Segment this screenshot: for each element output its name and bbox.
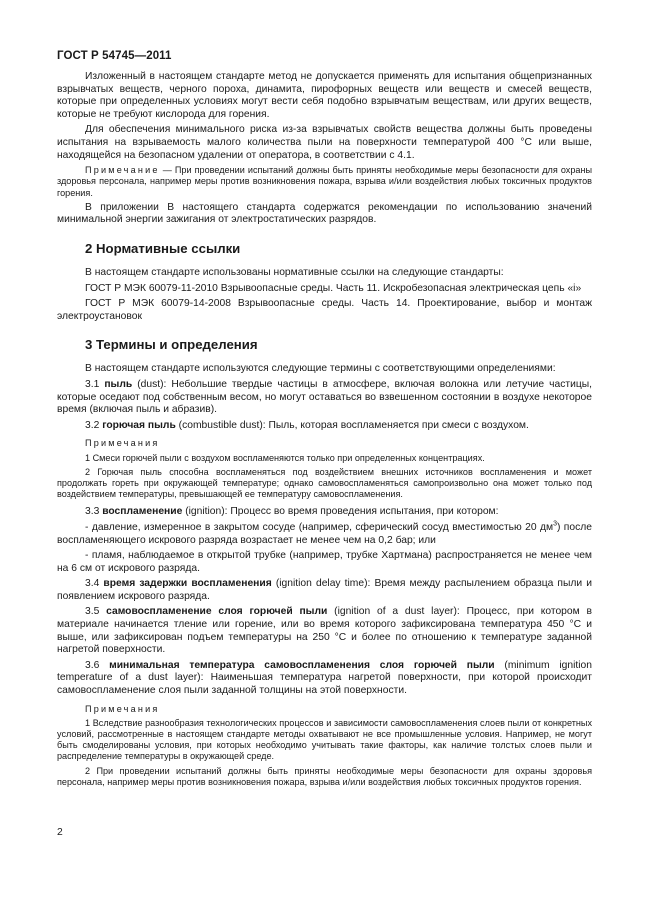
page-content xyxy=(57,71,592,788)
term-3-3-flame: - пламя, наблюдаемое в открытой трубке (например, трубке Хартмана) распространяется не менее чем на 6 см от искрового разряда. xyxy=(57,550,592,574)
term-definition: (dust): Небольшие твердые частицы в атмосфере, включая волокна или летучие частицы, которые оседают под собственным весом, но могут оставаться во взвешенном состоянии в воздухе некоторое время (включая пыль и абразив). xyxy=(57,378,592,416)
term-3-1 xyxy=(57,379,592,417)
term-definition: (ignition of a dust layer): Процесс, при котором в материале начинается тление или горение, или во время которого зафиксирована температура 450 °С и выше, или зафиксирован подъем температуры на 250 °С и более по отношению к температуре заданной нагретой поверхности. xyxy=(57,606,592,656)
term-number: 3.3 xyxy=(85,506,103,518)
pressure-text: - давление, измеренное в закрытом сосуде (например, сферический сосуд вместимостью 20 дм xyxy=(85,521,554,533)
notes-2-item-1: 1 Вследствие разнообразия технологических процессов и зависимости самовоспламенения слоев пыли от конкретных условий, рассмотренные в настоящем стандарте методы охватывают не все промышленные условия. Например, не могут быть смоделированы условия, при которых необходимо учитывать такие факторы, как наличие толстых слоев пыли и распределение температуры в окружающей среде. xyxy=(57,717,592,762)
term-3-2 xyxy=(57,420,592,433)
page-number: 2 xyxy=(57,827,63,838)
scope-paragraph-1: Изложенный в настоящем стандарте метод не допускается применять для испытания общепризнанных взрывчатых веществ, черного пороха, динамита, пирофорных веществ или веществ и смесей веществ, которые при определенных условиях могут вести себя подобно взрывчатым веществам, или других веществ, которые не требуют кислорода для горения. xyxy=(57,71,592,120)
normative-reference-2: ГОСТ Р МЭК 60079-14-2008 Взрывоопасные среды. Часть 14. Проектирование, выбор и монтаж электроустановок xyxy=(57,298,592,322)
notes-2-item-2: 2 При проведении испытаний должны быть приняты необходимые меры безопасности для охраны здоровья персонала, например меры против возникновения пожара, взрыва и/или воздействия любых токсичных продуктов горения. xyxy=(57,765,592,787)
term-definition: (ignition): Процесс во время проведения испытания, при котором: xyxy=(182,506,499,518)
term-3-6 xyxy=(57,660,592,698)
term-name: пыль xyxy=(104,378,133,390)
term-number: 3.1 xyxy=(85,378,105,390)
notes-2-label: Примечания xyxy=(85,703,160,714)
document-code: ГОСТ Р 54745—2011 xyxy=(57,50,172,62)
section-3-intro: В настоящем стандарте используются следующие термины с соответствующими определениями: xyxy=(85,363,556,375)
term-3-3 xyxy=(57,506,592,519)
scope-paragraph-2: Для обеспечения минимального риска из-за взрывчатых свойств вещества должны быть проведены испытания на взрываемость малого количества пыли на поверхности температурой 400 °С или выше, находящейся на безопасном удалении от оператора, в соответствии с 4.1. xyxy=(57,124,592,161)
notes-1-label: Примечания xyxy=(85,438,160,449)
section-2-heading: 2 Нормативные ссылки xyxy=(85,240,241,256)
term-3-3-pressure xyxy=(57,522,592,547)
notes-1-item-1: 1 Смеси горючей пыли с воздухом воспламеняются только при определенных концентрациях. xyxy=(85,452,485,463)
section-3-heading: 3 Термины и определения xyxy=(85,337,258,353)
term-definition: (combustible dust): Пыль, которая воспламеняется при смеси с воздухом. xyxy=(175,419,529,431)
term-number: 3.4 xyxy=(85,578,104,590)
term-number: 3.5 xyxy=(85,606,107,618)
term-3-4 xyxy=(57,578,592,603)
term-number: 3.2 xyxy=(85,419,103,431)
term-number: 3.6 xyxy=(85,659,110,671)
note-label: Примечание xyxy=(85,165,160,176)
notes-1-item-2: 2 Горючая пыль способна воспламеняться под воздействием внешних источников воспламенения и может продолжать гореть при окружающей температуре; однако самовоспламеняться самопроизвольно она может только под воздействием температуры, превышающей ее температуру самовоспламенения. xyxy=(57,466,592,500)
term-3-5 xyxy=(57,606,592,656)
scope-note xyxy=(57,165,592,199)
term-name: воспламенение xyxy=(102,506,183,518)
scope-paragraph-3: В приложении В настоящего стандарта содержатся рекомендации по использованию значений минимальной энергии зажигания от электростатических разрядов. xyxy=(57,201,592,226)
term-definition: (minimum ignition temperature of a dust layer): Наименьшая температура нагретой поверхности, при которой происходит самовоспламенение слоя пыли заданной толщины на этой поверхности. xyxy=(57,659,592,697)
term-name: минимальная температура самовоспламенения слоя горючей пыли xyxy=(109,659,495,671)
note-text: — При проведении испытаний должны быть приняты необходимые меры безопасности для охраны здоровья персонала, например меры против возникновения пожара, взрыва и/или воздействия любых токсичных продуктов горения. xyxy=(57,165,592,198)
superscript: 3 xyxy=(553,520,557,528)
term-name: самовоспламенение слоя горючей пыли xyxy=(106,606,328,618)
term-definition: (ignition delay time): Время между распылением образца пыли и появлением искрового разряда. xyxy=(57,578,592,602)
pressure-text-end: ) после воспламеняющего искрового разряда возрастает не менее чем на 0,2 бар; или xyxy=(57,521,592,546)
term-name: время задержки воспламенения xyxy=(103,578,272,590)
normative-reference-1: ГОСТ Р МЭК 60079-11-2010 Взрывоопасные среды. Часть 11. Искробезопасная электрическая цепь «i» xyxy=(85,282,582,294)
term-name: горючая пыль xyxy=(102,419,176,431)
section-2-intro: В настоящем стандарте использованы нормативные ссылки на следующие стандарты: xyxy=(85,266,504,278)
